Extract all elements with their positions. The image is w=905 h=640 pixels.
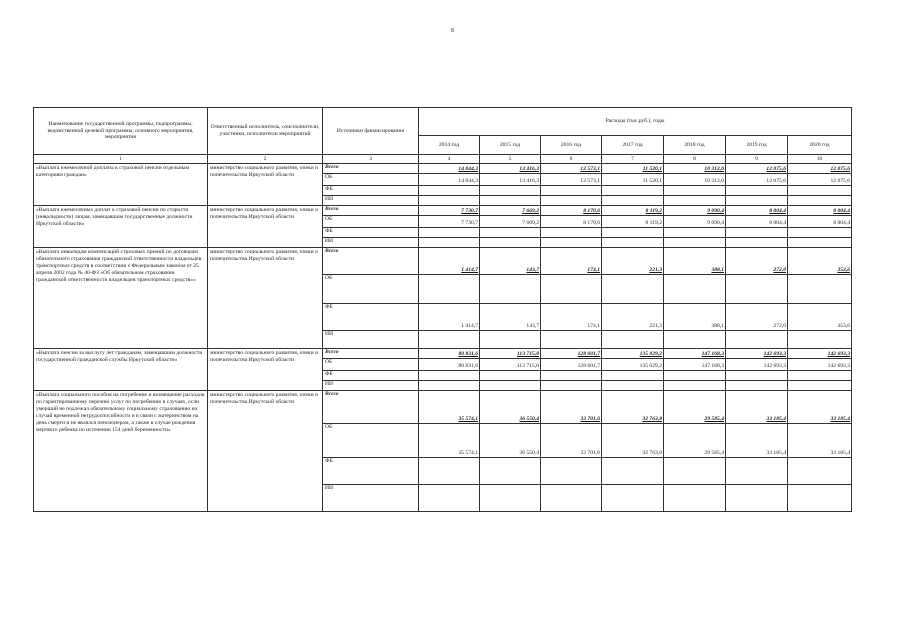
amount-cell xyxy=(419,458,480,485)
amount-cell: 8 170,6 xyxy=(541,206,602,216)
amount-cell xyxy=(664,275,726,304)
amount-cell: 147 168,3 xyxy=(664,359,726,371)
header-executor: Ответственный исполнитель, соисполнители, участники, исполнители мероприятий xyxy=(208,108,323,155)
amount-cell: 143,7 xyxy=(480,304,541,331)
amount-cell: 135 029,2 xyxy=(602,349,664,359)
amount-cell xyxy=(480,186,541,196)
amount-cell xyxy=(664,186,726,196)
amount-cell: 13 416,3 xyxy=(480,164,541,174)
amount-cell: 35 574,1 xyxy=(419,424,480,458)
amount-cell: 33 701,6 xyxy=(541,424,602,458)
funding-source-cell: ФБ xyxy=(323,371,419,381)
amount-cell xyxy=(602,458,664,485)
amount-cell: 353,6 xyxy=(788,304,852,331)
amount-cell: 33 185,4 xyxy=(726,424,788,458)
amount-cell: 142 693,3 xyxy=(788,349,852,359)
amount-cell: 9 090,4 xyxy=(664,216,726,228)
amount-cell xyxy=(788,331,852,349)
amount-cell xyxy=(480,196,541,206)
amount-cell xyxy=(788,186,852,196)
amount-cell xyxy=(726,196,788,206)
header-year: 2016 год xyxy=(541,136,602,155)
header-expenses: Расходы (тыс.руб.), годы xyxy=(419,108,852,136)
amount-cell: 12 573,1 xyxy=(541,164,602,174)
funding-source-cell: Всего xyxy=(323,391,419,424)
funding-source-cell: ОБ xyxy=(323,424,419,458)
amount-cell xyxy=(788,275,852,304)
amount-cell xyxy=(480,371,541,381)
amount-cell: 113 715,0 xyxy=(480,359,541,371)
amount-cell: 8 004,4 xyxy=(788,206,852,216)
amount-cell xyxy=(602,371,664,381)
amount-cell: 353,6 xyxy=(788,248,852,275)
amount-cell xyxy=(788,228,852,238)
amount-cell: 11 520,1 xyxy=(602,164,664,174)
header-year: 2018 год xyxy=(664,136,726,155)
amount-cell xyxy=(602,331,664,349)
amount-cell xyxy=(541,331,602,349)
column-index: 2 xyxy=(208,155,323,164)
amount-cell: 8 004,4 xyxy=(726,216,788,228)
amount-cell: 147 168,3 xyxy=(664,349,726,359)
funding-source-cell: ОБ xyxy=(323,275,419,304)
column-index: 10 xyxy=(788,155,852,164)
amount-cell: 143,7 xyxy=(480,248,541,275)
amount-cell: 7 669,2 xyxy=(480,216,541,228)
amount-cell: 388,1 xyxy=(664,304,726,331)
amount-cell xyxy=(788,238,852,248)
amount-cell: 33 185,4 xyxy=(788,424,852,458)
amount-cell xyxy=(788,381,852,391)
header-year: 2014 год xyxy=(419,136,480,155)
amount-cell xyxy=(480,485,541,512)
header-year: 2019 год xyxy=(726,136,788,155)
amount-cell xyxy=(602,275,664,304)
amount-cell: 8 119,2 xyxy=(602,206,664,216)
funding-source-cell: ФБ xyxy=(323,186,419,196)
amount-cell xyxy=(419,371,480,381)
funding-source-cell: ИИ xyxy=(323,196,419,206)
amount-cell: 142 693,3 xyxy=(726,349,788,359)
amount-cell xyxy=(541,228,602,238)
amount-cell xyxy=(541,458,602,485)
funding-source-cell: ИИ xyxy=(323,485,419,512)
amount-cell xyxy=(480,228,541,238)
column-index: 7 xyxy=(602,155,664,164)
amount-cell: 128 601,7 xyxy=(541,359,602,371)
column-index: 9 xyxy=(726,155,788,164)
funding-source-cell: ФБ xyxy=(323,458,419,485)
executor-cell: министерство социального развития, опеки и попечительства Иркутской области xyxy=(208,206,323,248)
funding-source-cell: ОБ xyxy=(323,174,419,186)
header-year: 2017 год xyxy=(602,136,664,155)
amount-cell: 8 170,6 xyxy=(541,216,602,228)
amount-cell: 29 585,4 xyxy=(664,424,726,458)
amount-cell xyxy=(664,458,726,485)
funding-source-cell: ИИ xyxy=(323,238,419,248)
amount-cell: 8 119,2 xyxy=(602,216,664,228)
amount-cell xyxy=(541,371,602,381)
program-expenses-table xyxy=(33,107,852,512)
amount-cell xyxy=(419,485,480,512)
amount-cell xyxy=(726,331,788,349)
amount-cell xyxy=(664,196,726,206)
amount-cell: 12 075,6 xyxy=(788,174,852,186)
amount-cell: 12 075,6 xyxy=(726,164,788,174)
amount-cell xyxy=(664,238,726,248)
amount-cell: 142 693,3 xyxy=(788,359,852,371)
amount-cell xyxy=(541,485,602,512)
amount-cell xyxy=(664,228,726,238)
amount-cell xyxy=(726,228,788,238)
amount-cell xyxy=(419,275,480,304)
amount-cell: 272,0 xyxy=(726,304,788,331)
amount-cell xyxy=(726,371,788,381)
amount-cell xyxy=(602,485,664,512)
column-index: 4 xyxy=(419,155,480,164)
amount-cell: 8 004,4 xyxy=(726,206,788,216)
amount-cell xyxy=(726,238,788,248)
amount-cell: 36 550,4 xyxy=(480,391,541,424)
amount-cell: 80 831,6 xyxy=(419,359,480,371)
amount-cell: 13 416,3 xyxy=(480,174,541,186)
amount-cell: 11 520,1 xyxy=(602,174,664,186)
amount-cell xyxy=(541,196,602,206)
amount-cell xyxy=(602,238,664,248)
amount-cell xyxy=(788,196,852,206)
amount-cell xyxy=(602,228,664,238)
funding-source-cell: Всего xyxy=(323,164,419,174)
amount-cell xyxy=(480,275,541,304)
executor-cell: министерство социального развития, опеки и попечительства Иркутской области xyxy=(208,164,323,206)
amount-cell: 29 585,4 xyxy=(664,391,726,424)
amount-cell: 12 573,1 xyxy=(541,174,602,186)
executor-cell: министерство социального развития, опеки и попечительства Иркутской области xyxy=(208,391,323,512)
funding-source-cell: Всего xyxy=(323,206,419,216)
amount-cell xyxy=(480,458,541,485)
amount-cell: 1 414,7 xyxy=(419,248,480,275)
amount-cell: 32 763,8 xyxy=(602,391,664,424)
amount-cell: 113 715,0 xyxy=(480,349,541,359)
page-number: 8 xyxy=(451,28,454,34)
funding-source-cell: Всего xyxy=(323,248,419,275)
amount-cell: 7 730,7 xyxy=(419,216,480,228)
amount-cell xyxy=(480,238,541,248)
program-name-cell: «Выплата социального пособия на погребение и возмещение расходов по гарантированному перечню услуг по погребению в случаях, если умерший не подлежал обязательному социальному страхованию на случай временной нетрудоспособности и в связи с материнством на день смерти и не являлся пенсионером, а также в случае рождения мертвого ребенка по истечении 154 дней беременности» xyxy=(34,391,208,512)
amount-cell xyxy=(541,381,602,391)
column-index: 8 xyxy=(664,155,726,164)
amount-cell: 128 601,7 xyxy=(541,349,602,359)
amount-cell xyxy=(419,238,480,248)
funding-source-cell: ИИ xyxy=(323,381,419,391)
table-row xyxy=(34,248,852,275)
amount-cell xyxy=(788,485,852,512)
amount-cell xyxy=(726,186,788,196)
amount-cell: 10 312,0 xyxy=(664,164,726,174)
amount-cell xyxy=(726,458,788,485)
amount-cell: 142 693,3 xyxy=(726,359,788,371)
amount-cell: 388,1 xyxy=(664,248,726,275)
amount-cell xyxy=(726,275,788,304)
amount-cell xyxy=(602,381,664,391)
amount-cell: 14 844,3 xyxy=(419,174,480,186)
amount-cell xyxy=(480,381,541,391)
amount-cell xyxy=(664,485,726,512)
program-name-cell: «Выплата ежемесячной доплаты к страховой пенсии отдельным категориям граждан» xyxy=(34,164,208,206)
funding-source-cell: ФБ xyxy=(323,228,419,238)
amount-cell xyxy=(419,228,480,238)
amount-cell: 8 004,4 xyxy=(788,216,852,228)
amount-cell xyxy=(419,331,480,349)
executor-cell: министерство социального развития, опеки и попечительства Иркутской области xyxy=(208,248,323,349)
amount-cell: 32 763,8 xyxy=(602,424,664,458)
amount-cell: 1 414,7 xyxy=(419,304,480,331)
amount-cell: 9 090,4 xyxy=(664,206,726,216)
amount-cell: 12 075,6 xyxy=(726,174,788,186)
program-name-cell: «Выплата инвалидам компенсаций страховых премий по договорам обязательного страхования гражданской ответственности владельцев транспортных средств в соответствии с Федеральным законом от 25 апреля 2002 года № 40-ФЗ «Об обязательном страховании гражданской ответственности владельцев транспортных средств»» xyxy=(34,248,208,349)
amount-cell: 12 075,6 xyxy=(788,164,852,174)
amount-cell: 14 844,3 xyxy=(419,164,480,174)
amount-cell xyxy=(664,331,726,349)
amount-cell xyxy=(541,275,602,304)
column-index: 3 xyxy=(323,155,419,164)
amount-cell xyxy=(541,238,602,248)
amount-cell xyxy=(602,186,664,196)
funding-source-cell: ОБ xyxy=(323,216,419,228)
amount-cell xyxy=(541,186,602,196)
amount-cell xyxy=(788,371,852,381)
header-year: 2020 год xyxy=(788,136,852,155)
funding-source-cell: ОБ xyxy=(323,359,419,371)
amount-cell xyxy=(480,331,541,349)
amount-cell xyxy=(419,186,480,196)
column-index: 5 xyxy=(480,155,541,164)
program-table-wrapper xyxy=(33,107,851,512)
amount-cell: 33 185,4 xyxy=(788,391,852,424)
column-index: 1 xyxy=(34,155,208,164)
program-name-cell: «Выплата пенсии за выслугу лет гражданам, замещавшим должности государственной гражданской службы Иркутской области» xyxy=(34,349,208,391)
amount-cell: 221,3 xyxy=(602,304,664,331)
amount-cell: 221,3 xyxy=(602,248,664,275)
table-row xyxy=(34,206,852,216)
funding-source-cell: ФБ xyxy=(323,304,419,331)
executor-cell: министерство социального развития, опеки и попечительства Иркутской области xyxy=(208,349,323,391)
amount-cell: 174,1 xyxy=(541,304,602,331)
amount-cell: 36 550,4 xyxy=(480,424,541,458)
table-row xyxy=(34,391,852,424)
funding-source-cell: Всего xyxy=(323,349,419,359)
header-funding-source: Источники финансирования xyxy=(323,108,419,155)
table-row xyxy=(34,349,852,359)
amount-cell xyxy=(664,381,726,391)
amount-cell xyxy=(788,458,852,485)
amount-cell: 272,0 xyxy=(726,248,788,275)
amount-cell xyxy=(602,196,664,206)
funding-source-cell: ИИ xyxy=(323,331,419,349)
header-program-name: Наименование государственной программы, подпрограммы, ведомственной целевой программы, основного мероприятия, мероприятия xyxy=(34,108,208,155)
header-year: 2015 год xyxy=(480,136,541,155)
amount-cell: 35 574,1 xyxy=(419,391,480,424)
amount-cell: 174,1 xyxy=(541,248,602,275)
amount-cell xyxy=(726,485,788,512)
amount-cell: 135 029,2 xyxy=(602,359,664,371)
amount-cell xyxy=(726,381,788,391)
amount-cell: 33 185,4 xyxy=(726,391,788,424)
amount-cell: 80 831,6 xyxy=(419,349,480,359)
amount-cell: 7 669,2 xyxy=(480,206,541,216)
column-index: 6 xyxy=(541,155,602,164)
amount-cell xyxy=(664,371,726,381)
amount-cell xyxy=(419,196,480,206)
amount-cell: 7 730,7 xyxy=(419,206,480,216)
amount-cell xyxy=(419,381,480,391)
table-row xyxy=(34,164,852,174)
program-name-cell: «Выплата ежемесячных доплат к страховой пенсии по старости (инвалидности) лицам, замещавшим государственные должности Иркутской области» xyxy=(34,206,208,248)
amount-cell: 33 701,6 xyxy=(541,391,602,424)
amount-cell: 10 312,0 xyxy=(664,174,726,186)
